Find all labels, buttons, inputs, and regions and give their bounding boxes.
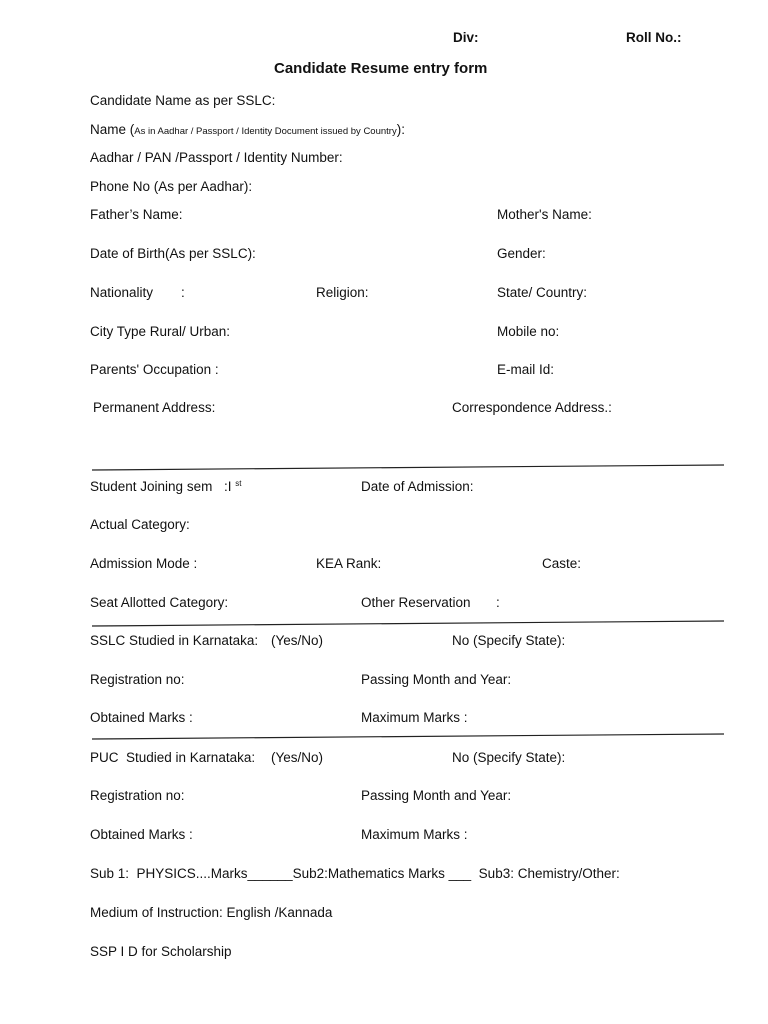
puc-studied-label: PUC Studied in Karnataka: xyxy=(90,750,256,765)
sslc-yes-no: (Yes/No) xyxy=(271,633,324,648)
divider-address xyxy=(92,465,724,470)
name-label-prefix: Name ( xyxy=(90,122,135,137)
form-title: Candidate Resume entry form xyxy=(274,60,488,77)
dob-label: Date of Birth(As per SSLC): xyxy=(90,246,256,261)
sslc-specify-state-label: No (Specify State): xyxy=(452,633,566,648)
name-label xyxy=(90,122,405,140)
divider-sslc xyxy=(92,734,724,739)
permanent-address-label: Permanent Address: xyxy=(93,400,216,415)
state-country-label: State/ Country: xyxy=(497,285,588,300)
joining-sem-value xyxy=(224,479,242,495)
medium-of-instruction-label: Medium of Instruction: English /Kannada xyxy=(90,905,333,920)
admission-mode-label: Admission Mode : xyxy=(90,556,198,571)
phone-label: Phone No (As per Aadhar): xyxy=(90,179,253,194)
subjects-marks-line: Sub 1: PHYSICS....Marks______Sub2:Mathematics Marks ___ Sub3: Chemistry/Other: xyxy=(90,866,620,881)
correspondence-address-label: Correspondence Address.: xyxy=(452,400,612,415)
other-reservation-colon: : xyxy=(496,595,500,610)
date-of-admission-label: Date of Admission: xyxy=(361,479,474,494)
sslc-maximum-marks-label: Maximum Marks : xyxy=(361,710,468,725)
id-number-label: Aadhar / PAN /Passport / Identity Number: xyxy=(90,150,343,165)
puc-specify-state-label: No (Specify State): xyxy=(452,750,566,765)
joining-sem-label: Student Joining sem xyxy=(90,479,213,494)
kea-rank-label: KEA Rank: xyxy=(316,556,382,571)
actual-category-label: Actual Category: xyxy=(90,517,190,532)
sslc-registration-label: Registration no: xyxy=(90,672,185,687)
mother-name-label: Mother's Name: xyxy=(497,207,592,222)
sslc-name-label: Candidate Name as per SSLC: xyxy=(90,93,276,108)
sslc-passing-label: Passing Month and Year: xyxy=(361,672,512,687)
nationality-colon: : xyxy=(181,285,185,300)
ssp-id-label: SSP I D for Scholarship xyxy=(90,944,232,959)
roll-no-label: Roll No.: xyxy=(626,30,682,45)
joining-sem-number: :I xyxy=(224,479,232,494)
city-type-label: City Type Rural/ Urban: xyxy=(90,324,231,339)
other-reservation-label: Other Reservation xyxy=(361,595,471,610)
puc-obtained-marks-label: Obtained Marks : xyxy=(90,827,193,842)
nationality-label: Nationality xyxy=(90,285,154,300)
puc-yes-no: (Yes/No) xyxy=(271,750,324,765)
email-label: E-mail Id: xyxy=(497,362,555,377)
div-label: Div: xyxy=(453,30,479,45)
gender-label: Gender: xyxy=(497,246,546,261)
caste-label: Caste: xyxy=(542,556,582,571)
father-name-label: Father’s Name: xyxy=(90,207,183,222)
sslc-obtained-marks-label: Obtained Marks : xyxy=(90,710,193,725)
puc-passing-label: Passing Month and Year: xyxy=(361,788,512,803)
puc-maximum-marks-label: Maximum Marks : xyxy=(361,827,468,842)
sslc-studied-label: SSLC Studied in Karnataka: xyxy=(90,633,259,648)
seat-allotted-label: Seat Allotted Category: xyxy=(90,595,229,610)
name-label-note: As in Aadhar / Passport / Identity Document issued by Country xyxy=(134,126,397,137)
parents-occupation-label: Parents' Occupation : xyxy=(90,362,219,377)
puc-registration-label: Registration no: xyxy=(90,788,185,803)
religion-label: Religion: xyxy=(316,285,369,300)
joining-sem-suffix: st xyxy=(235,479,242,488)
mobile-label: Mobile no: xyxy=(497,324,560,339)
divider-admission xyxy=(92,621,724,626)
name-label-suffix: ): xyxy=(396,122,405,137)
